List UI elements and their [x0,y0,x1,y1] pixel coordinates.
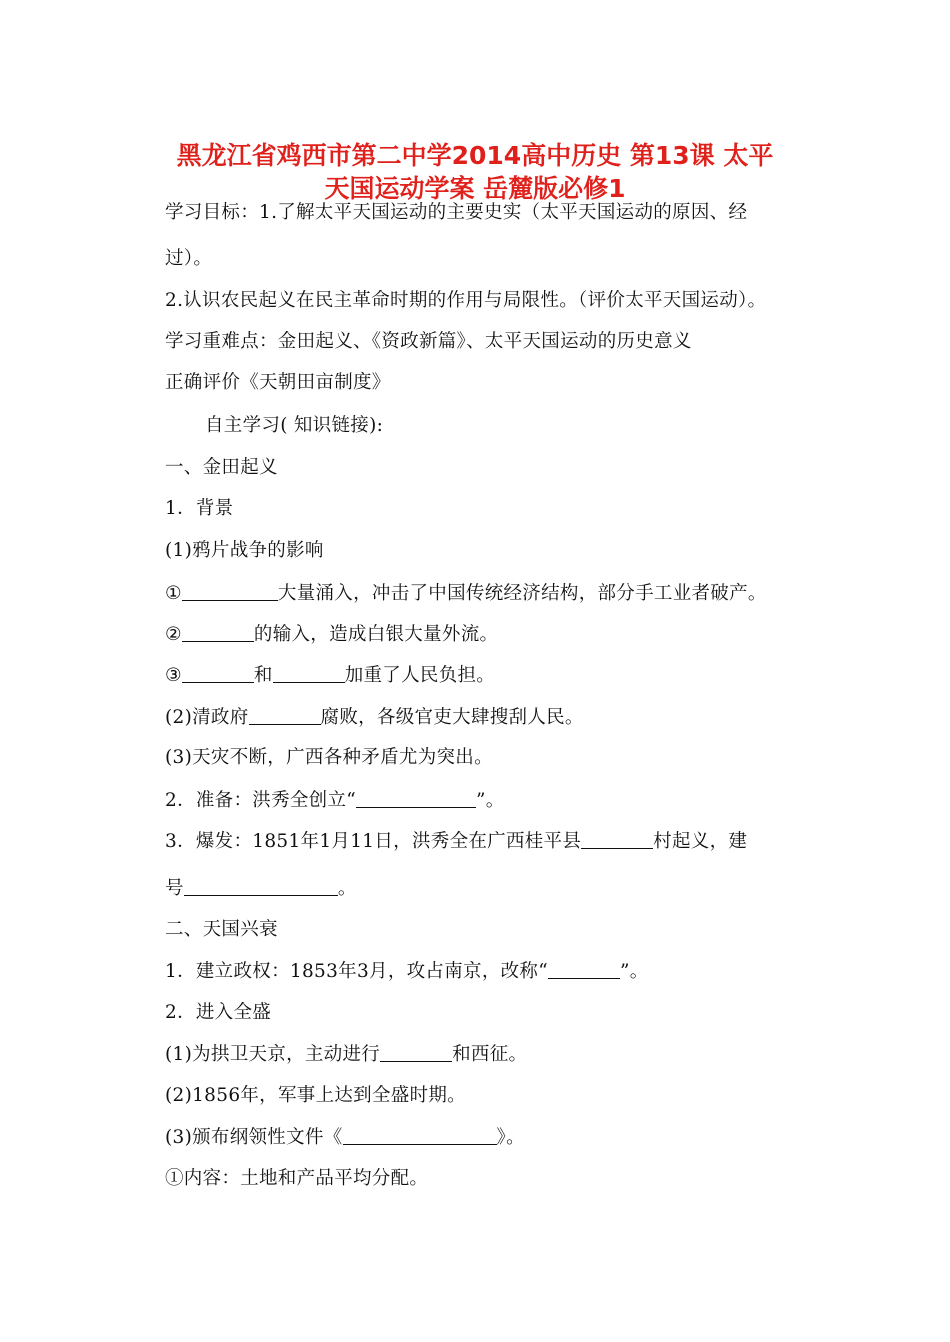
item-text: 2．准备：洪秀全创立“ [165,790,357,811]
fill-blank[interactable] [184,875,338,896]
background-item-1 [165,580,767,607]
fill-blank[interactable] [249,704,321,725]
background-opium-war: (1)鸦片战争的影响 [165,540,324,561]
self-study-heading: 自主学习( 知识链接): [205,415,384,436]
document-title-line-1: 黑龙江省鸡西市第二中学2014高中历史 第13课 太平 [176,141,774,170]
item-text: 。 [337,878,357,899]
background-disasters: (3)天灾不断，广西各种矛盾尤为突出。 [165,747,493,768]
item-text: 和 [253,665,273,686]
learning-goal-1: 学习目标：1.了解太平天国运动的主要史实（太平天国运动的原因、经 [165,202,748,223]
background-item-3 [165,662,495,689]
item-text: 村起义，建 [653,831,748,852]
section-1-background: 1．背景 [165,498,234,519]
item-marker: ③ [165,665,182,686]
learning-goal-1-continued: 过）。 [165,248,213,269]
item-text: 号 [165,878,184,899]
fill-blank[interactable] [182,621,254,642]
section-1-outbreak-continued [165,875,357,902]
section-1-outbreak [165,828,747,855]
item-text: ”。 [476,790,505,811]
item-text: 1．建立政权：1853年3月，攻占南京，改称“ [165,961,548,982]
peak-expedition [165,1041,527,1068]
document-title-line-2: 天国运动学案 岳麓版必修1 [324,174,626,203]
key-points-continued: 正确评价《天朝田亩制度》 [165,372,391,393]
item-text: 腐败，各级官吏大肆搜刮人民。 [320,707,584,728]
background-item-2 [165,621,498,648]
item-text: 3．爆发：1851年1月11日，洪秀全在广西桂平县 [165,831,582,852]
item-text: 的输入，造成白银大量外流。 [253,624,499,645]
item-text: 和西征。 [452,1044,528,1065]
item-text: 加重了人民负担。 [344,665,496,686]
section-1-preparation [165,787,505,814]
learning-goal-2: 2.认识农民起义在民主革命时期的作用与局限性。（评价太平天国运动）。 [165,290,767,311]
fill-blank[interactable] [182,662,254,683]
section-2-title: 二、天国兴衰 [165,919,278,940]
fill-blank[interactable] [356,787,476,808]
peak-program-document [165,1124,525,1151]
fill-blank[interactable] [182,580,278,601]
section-2-peak: 2．进入全盛 [165,1002,272,1023]
item-marker: ② [165,624,182,645]
section-1-title: 一、金田起义 [165,457,278,478]
program-content: ①内容：土地和产品平均分配。 [165,1168,429,1189]
section-2-establish-regime [165,958,649,985]
fill-blank[interactable] [380,1041,452,1062]
item-text: (1)为拱卫天京，主动进行 [165,1044,381,1065]
fill-blank[interactable] [273,662,345,683]
item-text: ”。 [619,961,649,982]
fill-blank[interactable] [343,1124,497,1145]
item-text: 》。 [496,1127,525,1148]
key-points: 学习重难点：金田起义、《资政新篇》、太平天国运动的历史意义 [165,331,692,352]
item-text: (2)清政府 [165,707,249,728]
peak-military: (2)1856年，军事上达到全盛时期。 [165,1085,466,1106]
item-text: (3)颁布纲领性文件《 [165,1127,343,1148]
background-qing-government [165,704,584,731]
fill-blank[interactable] [581,828,653,849]
fill-blank[interactable] [548,958,620,979]
item-marker: ① [165,583,182,604]
item-text: 大量涌入，冲击了中国传统经济结构，部分手工业者破产。 [277,583,767,604]
